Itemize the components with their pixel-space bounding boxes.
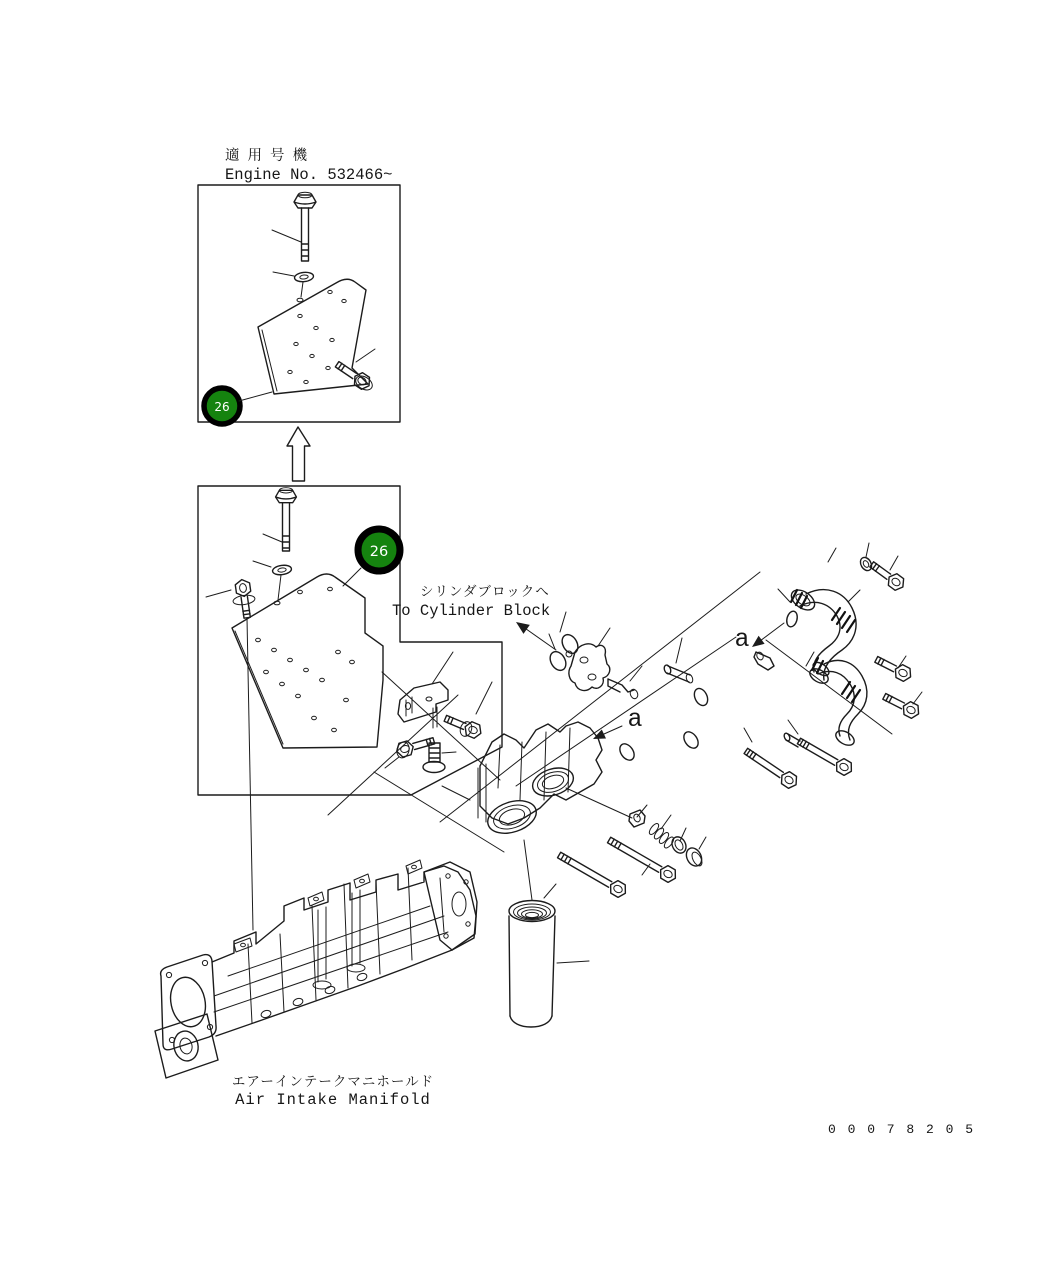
bolt-long-lower-box [263, 488, 296, 551]
bracket-plate-top-holes [288, 290, 346, 383]
filter-cartridge [509, 901, 589, 1028]
bolt-mid-right [873, 653, 914, 683]
bolt-long-bottom-2 [742, 728, 800, 791]
callout-26-top[interactable] [204, 388, 272, 424]
applicable-serial-label-jp: 適 用 号 機 [225, 148, 310, 164]
cylinder-block-label-jp: シリンダブロックへ [420, 584, 550, 599]
variant-box-bottom [198, 486, 502, 930]
washer-lower-box [253, 561, 292, 605]
valve-fitting [629, 805, 647, 827]
variant-box-top [198, 185, 400, 424]
bolt-top-right [867, 559, 907, 593]
manifold-label-en: Air Intake Manifold [235, 1091, 431, 1109]
filter-head-bolts [544, 834, 679, 900]
bolt-low-right [881, 690, 922, 720]
gasket-oval-3 [681, 729, 701, 751]
plug-cap [683, 837, 706, 869]
gasket-connector-group [547, 612, 710, 763]
pipe-nipple [608, 666, 642, 700]
bolt-u-bracket-right [443, 682, 492, 740]
manifold-caption [232, 1074, 434, 1109]
o-ring [669, 828, 688, 856]
drawing-number: 0 0 0 7 8 2 0 5 [828, 1122, 976, 1137]
connector-block [569, 644, 610, 691]
bolt-long-b [556, 849, 629, 900]
view-a-2-text: a [734, 625, 750, 654]
bolt-long-bottom-1 [783, 720, 855, 777]
elbow-fitting-small [754, 651, 774, 670]
manifold-label-jp: エアーインテークマニホールド [231, 1074, 435, 1089]
variant-box-bottom-border [198, 486, 502, 795]
tube-gasket [785, 610, 799, 628]
tube-short [663, 638, 694, 684]
callout-26-top-label: 26 [214, 400, 230, 414]
bracket-plate-bottom-holes [256, 587, 355, 731]
relief-valve-parts [629, 805, 706, 869]
callout-26-bottom-label: 26 [369, 544, 389, 560]
header [225, 147, 392, 184]
view-a-label-2 [734, 623, 784, 670]
air-intake-manifold [155, 860, 477, 1078]
spring [648, 815, 676, 849]
bolt-long-a [606, 834, 679, 885]
right-side-fasteners [742, 543, 922, 791]
gasket-oval-2 [617, 741, 637, 763]
view-a-1-text: a [627, 705, 643, 734]
filter-boss-left [484, 795, 541, 839]
cylinder-block-label-en: To Cylinder Block [392, 602, 551, 620]
washer-top-box [273, 271, 314, 301]
tube-assembly [778, 548, 867, 748]
variant-arrow-up [287, 427, 310, 481]
engine-number-label: Engine No. 532466~ [225, 166, 393, 184]
view-a-label-1 [593, 705, 643, 739]
bolt-long-top-box [272, 192, 316, 261]
gasket-oval-1 [692, 686, 710, 707]
callout-26-bottom[interactable] [343, 529, 400, 586]
cylinder-block-note [392, 584, 556, 650]
filter-boss-right [529, 763, 577, 801]
bracket-plate-top [258, 279, 368, 394]
bolt-hex-left-lower-box [206, 579, 256, 930]
